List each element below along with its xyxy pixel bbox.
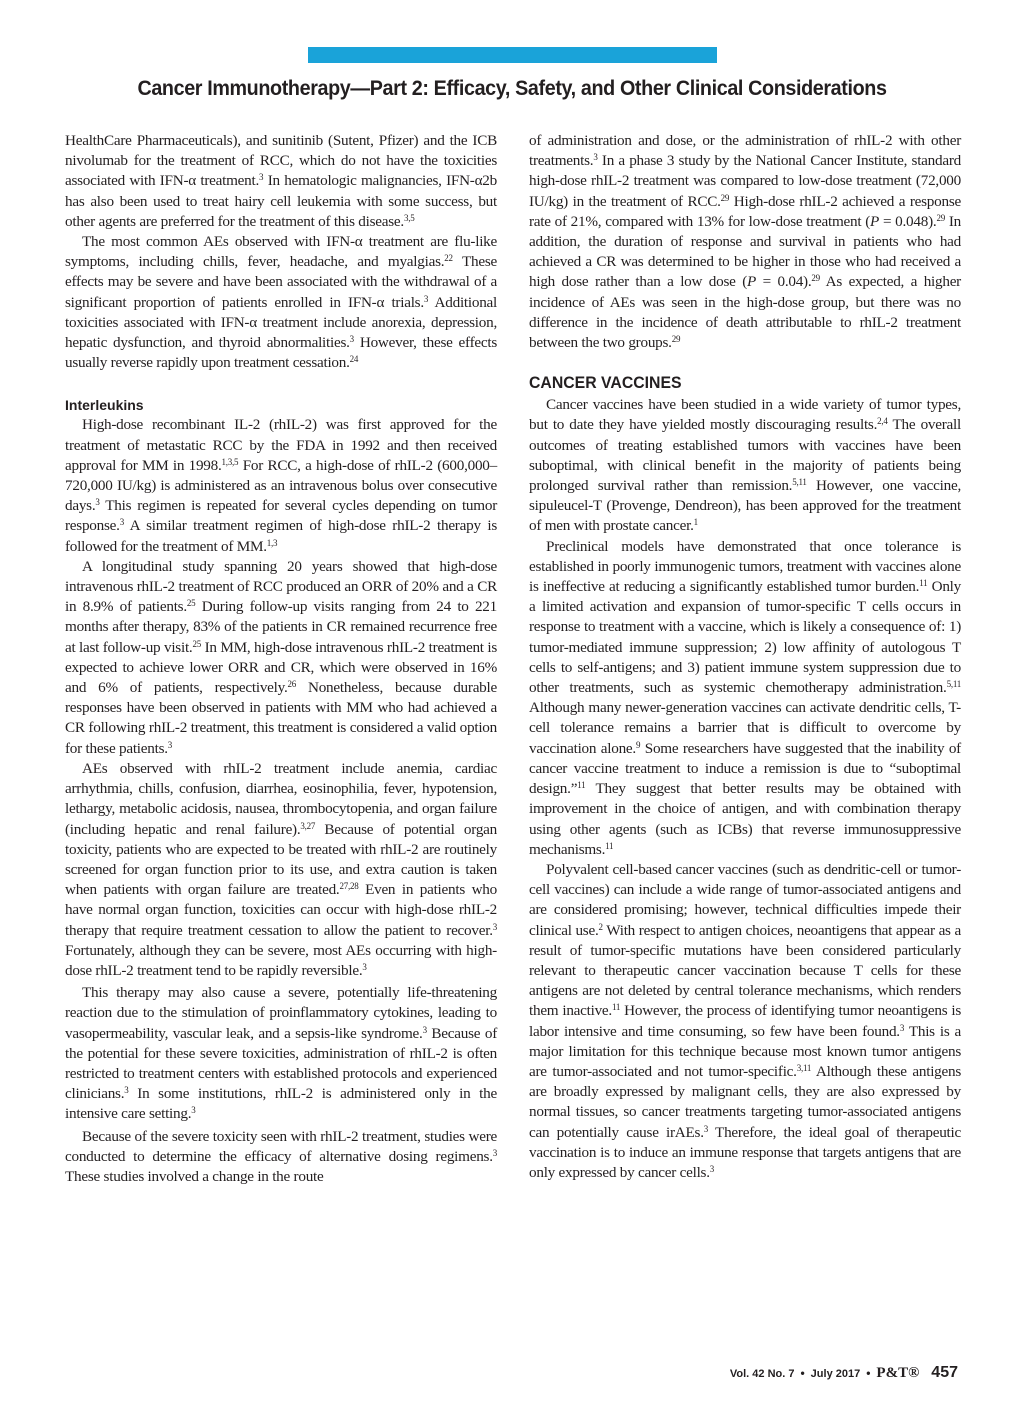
citation-ref: 26 [287, 679, 297, 690]
citation-ref: 29 [671, 334, 681, 345]
paragraph: This therapy may also cause a severe, potentially life-threatening reaction due to the stimulation of proinflammatory cytokines, leading to vasopermeability, vascular leak, and a sepsis-like syndrome.$^3$ Because of the potential for these severe toxicities, administration of rhIL-2 is often restricted to treatment centers with established protocols and experienced clinicians.$^3$ In some institutions, rhIL-2 is administered only in the intensive care setting.$^3$ [65, 984, 497, 1123]
paragraph: The most common AEs observed with IFN-α treatment are flu-like symptoms, including chills, fever, headache, and myalgias.$^{22}$ These effects may be severe and have been associated with the withdrawal of a significant proportion of patients enrolled in IFN-α trials.$^3$ Additional toxicities associated with IFN-α treatment include anorexia, depression, hepatic dysfunction, and thyroid abnormalities.$^3$ However, these effects usually reverse rapidly upon treatment cessation.$^{24}$ [65, 233, 498, 372]
citation-ref: 25 [192, 638, 201, 649]
citation-ref: 3 [899, 1022, 905, 1033]
citation-ref: 9 [635, 739, 641, 750]
citation-ref: 3 [423, 293, 429, 304]
footer-date: July 2017 [810, 1368, 861, 1380]
paragraph: Polyvalent cell-based cancer vaccines (such as dendritic-cell or tumor-cell vaccines) can include a wide range of tumor-associated antigens and are considered promising; however, technical difficulties impede their clinical use.$^2$ With respect to antigen choices, neoantigens that appear as a result of tumor-specific mutations have been considered particularly relevant to therapeutic cancer vaccination because T cells for these antigens are not deleted by central tolerance mechanisms, which renders them inactive.$^{11}$ However, the process of identifying tumor neoantigens is labor intensive and time consuming, so few have been found.$^3$ This is a major limitation for this technique because most known tumor antigens are tumor-associated and not tumor-specific.$^{3,11}$ Although these antigens are broadly expressed by malignant cells, they are also expressed by normal tissues, so cancer treatments targeting tumor-associated antigens can potentially cause irAEs.$^3$ Therefore, the ideal goal of therapeutic vaccination is to induce an immune response that targets antigens that are only expressed by cancer cells.$^3$ [529, 860, 962, 1181]
paragraph: A longitudinal study spanning 20 years showed that high-dose intravenous rhIL-2 treatment of RCC produced an ORR of 20% and a CR in 8.9% of patients.$^{25}$ During follow-up visits ranging from 24 to 221 months after therapy, 83% of the patients in CR remained recurrence free at last follow-up visit.$^{25}$ In MM, high-dose intravenous rhIL-2 treatment is expected to achieve lower ORR and CR, which were observed in 16% and 6% of patients, respectively.$^{26}$ Nonetheless, because durable responses have been observed in patients with MM who had achieved a CR following rhIL-2 treatment, this treatment is considered a valid option for these patients.$^3$ [65, 557, 497, 757]
italic-variable: P [747, 273, 757, 291]
paragraph: AEs observed with rhIL-2 treatment include anemia, cardiac arrhythmia, chills, confusion, diarrhea, eosinophilia, fever, hypotension, lethargy, metabolic acidosis, nausea, thrombocytopenia, and organ failure (including hepatic and renal failure).$^{3,27}$ Because of potential organ toxicity, patients who are expected to be treated with rhIL-2 are routinely screened for organ function prior to its use, and extra caution is taken when patients with organ failure are treated.$^{27,28}$ Even in patients who have normal organ function, toxicities can occur with high-dose rhIL-2 therapy that require treatment cessation to allow the patient to recover.$^3$ Fortunately, although they can be severe, most AEs occurring with high-dose rhIL-2 treatment tend to be rapidly reversible.$^3$ [65, 759, 497, 979]
paragraph: High-dose recombinant IL-2 (rhIL-2) was first approved for the treatment of metastatic RCC by the FDA in 1992 and then received approval for MM in 1998.$^{1,3,5}$ For RCC, a high-dose of rhIL-2 (600,000–720,000 IU/kg) is administered as an intravenous bolus over consecutive days.$^3$ This regimen is repeated for several cycles depending on tumor response.$^3$ A similar treatment regimen of high-dose rhIL-2 therapy is followed for the treatment of MM.$^{1,3}$ [65, 416, 497, 555]
citation-ref: 3 [709, 1163, 715, 1174]
paragraph: Because of the severe toxicity seen with rhIL-2 treatment, studies were conducted to determine the efficacy of alternative dosing regimens.$^3$ These studies involved a change in the route [65, 1127, 497, 1185]
footer-separator: • [800, 1366, 805, 1380]
citation-ref: 22 [444, 253, 453, 264]
paragraph: Cancer vaccines have been studied in a wide variety of tumor types, but to date they have yielded mostly discouraging results.$^{2,4}$ The overall outcomes of treating established tumors with vaccines have been suboptimal, with clinical benefit in the majority of patients being prolonged survival rather than remission.$^{5,11}$ However, one vaccine, sipuleucel-T (Provenge, Dendreon), has been approved for the treatment of men with prostate cancer.$^1$ [529, 396, 961, 535]
left-column [65, 131, 497, 1187]
page-number: 457 [931, 1364, 958, 1381]
citation-ref: 27,28 [339, 881, 359, 892]
citation-ref: 3 [492, 921, 497, 932]
page-title: Cancer Immunotherapy—Part 2: Efficacy, Safety, and Other Clinical Considerations [137, 77, 887, 100]
paragraph: Preclinical models have demonstrated that once tolerance is established in poorly immunogenic tumors, treatment with vaccines alone is ineffective at reducing a significantly established tumor burden.$^{11}$ Only a limited activation and expansion of tumor-specific T cells occurs in response to treatment with a vaccine, which is likely a consequence of: 1) tumor-mediated immune suppression; 2) low affinity of autologous T cells to self-antigens; and 3) patient immune system suppression due to other treatments, such as systemic chemotherapy administration.$^{5,11}$ Although many newer-generation vaccines can activate dendritic cells, T-cell tolerance remains a barrier that is difficult to overcome by vaccination alone.$^9$ Some researchers have suggested that the inability of cancer vaccine treatment to induce a remission is due to “suboptimal design.”$^{11}$ They suggest that better results may be obtained with improvement in the choice of antigen, and with combination therapy using other agents (such as ICBs) that reverse immunosuppressive mechanisms.$^{11}$ [529, 537, 961, 858]
citation-ref: 3 [362, 961, 367, 972]
citation-ref: 3 [422, 1024, 427, 1035]
paragraph: HealthCare Pharmaceuticals), and sunitinib (Sutent, Pfizer) and the ICB nivolumab for the treatment of RCC, which do not have the toxicities associated with IFN-α treatment.$^3$ In hematologic malignancies, IFN-α2b has also been used to treat hairy cell leukemia with some success, but other agents are preferred for the treatment of this disease.$^{3,5}$ [65, 132, 497, 230]
citation-ref: 3 [167, 739, 173, 750]
footer-journal: P&T® [876, 1365, 920, 1381]
citation-ref: 29 [720, 192, 730, 203]
citation-ref: 29 [936, 212, 945, 223]
citation-ref: 29 [811, 273, 820, 284]
footer-volume: Vol. 42 No. 7 [729, 1368, 795, 1380]
citation-ref: 25 [186, 598, 196, 609]
header-accent-bar [308, 47, 717, 63]
citation-ref: 3 [95, 497, 100, 508]
italic-variable: P [870, 212, 880, 230]
citation-ref: 3 [259, 172, 264, 183]
right-column [529, 131, 961, 1183]
citation-ref: 3,27 [300, 820, 316, 831]
page-footer [730, 1364, 958, 1382]
citation-ref: 3,5 [403, 212, 415, 223]
citation-ref: 1,3 [266, 537, 278, 548]
citation-ref: 1,3,5 [221, 456, 239, 467]
citation-ref: 3 [703, 1123, 708, 1134]
section-heading-cancer-vaccines: CANCER VACCINES [529, 373, 682, 393]
citation-ref: 24 [349, 354, 359, 365]
citation-ref: 3 [349, 334, 354, 345]
citation-ref: 3 [492, 1147, 497, 1158]
citation-ref: 3 [119, 517, 124, 528]
citation-ref: 11 [611, 1002, 621, 1013]
citation-ref: 1 [693, 517, 698, 528]
citation-ref: 5,11 [946, 679, 961, 690]
citation-ref: 11 [577, 780, 586, 791]
paragraph: of administration and dose, or the administration of rhIL-2 with other treatments.$^3$ In a phase 3 study by the National Cancer Institute, standard high-dose rhIL-2 treatment was compared to low-dose treatment (72,000 IU/kg) in the treatment of RCC.$^{29}$ High-dose rhIL-2 achieved a response rate of 21%, compared with 13% for low-dose treatment (P = 0.048).$^{29}$ In addition, the duration of response and survival in patients who had achieved a CR was determined to be higher in those who had received a high dose rather than a low dose (P = 0.04).$^{29}$ As expected, a higher incidence of AEs was seen in the high-dose group, but there was no difference in the incidence of death attributable to rhIL-2 treatment between the two groups.$^{29}$ [529, 132, 961, 352]
citation-ref: 3 [191, 1105, 196, 1116]
citation-ref: 5,11 [792, 477, 807, 488]
citation-ref: 11 [919, 578, 928, 589]
citation-ref: 2 [598, 921, 603, 932]
citation-ref: 3 [593, 152, 598, 163]
citation-ref: 2,4 [877, 416, 888, 427]
footer-separator: • [866, 1366, 871, 1380]
citation-ref: 3,11 [796, 1062, 812, 1073]
citation-ref: 3 [124, 1085, 129, 1096]
citation-ref: 11 [605, 840, 614, 851]
subheading-interleukins: Interleukins [65, 397, 144, 414]
